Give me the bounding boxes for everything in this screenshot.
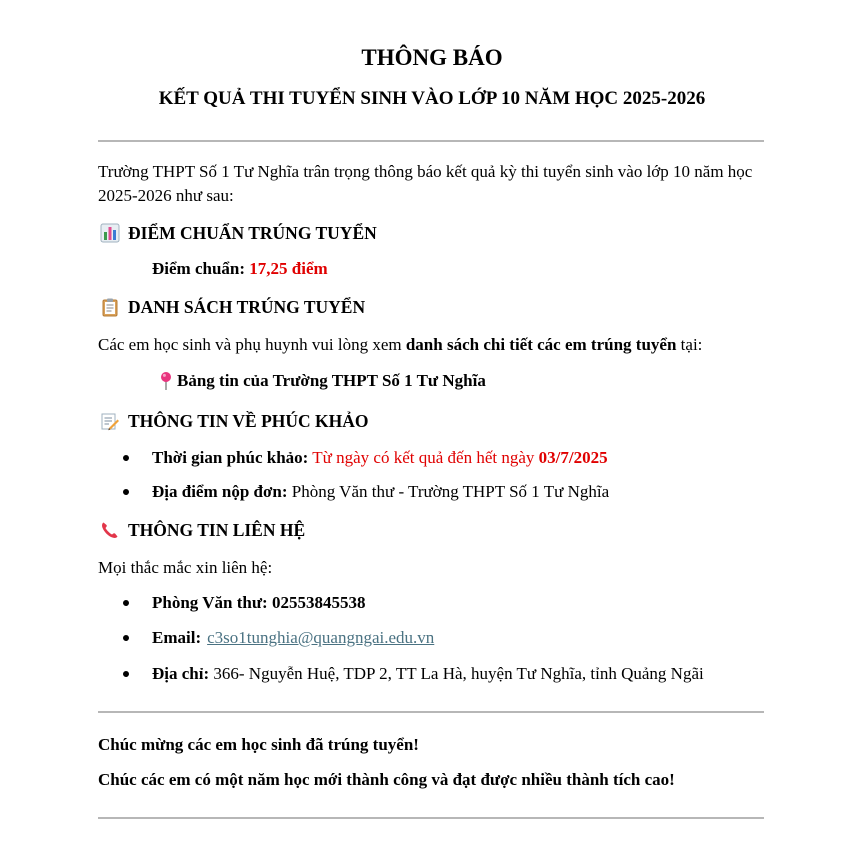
benchmark-score-line bbox=[152, 257, 328, 281]
bullet-dot bbox=[123, 489, 129, 495]
review-place-line bbox=[152, 480, 609, 504]
bullet-dot bbox=[123, 600, 129, 606]
pin-icon bbox=[157, 371, 175, 391]
divider-bottom bbox=[98, 817, 764, 819]
contact-office: Phòng Văn thư: 02553845538 bbox=[152, 593, 366, 612]
review-time-label: Thời gian phúc khảo: bbox=[152, 448, 309, 467]
closing-congratulations: Chúc mừng các em học sinh đã trúng tuyển! bbox=[98, 735, 419, 754]
admission-list-heading-text: DANH SÁCH TRÚNG TUYỂN bbox=[128, 297, 366, 317]
contact-intro: Mọi thắc mắc xin liên hệ: bbox=[98, 558, 273, 577]
closing-wishes: Chúc các em có một năm học mới thành công và đạt được nhiều thành tích cao! bbox=[98, 770, 675, 789]
contact-heading bbox=[100, 518, 305, 542]
contact-email-line bbox=[152, 626, 434, 650]
admission-list-location bbox=[157, 369, 486, 393]
bar-chart-icon bbox=[100, 223, 120, 243]
divider-middle bbox=[98, 711, 764, 713]
notice-subtitle: KẾT QUẢ THI TUYỂN SINH VÀO LỚP 10 NĂM HỌC 2025-2026 bbox=[158, 88, 706, 109]
contact-address-label: Địa chỉ: bbox=[152, 664, 210, 683]
review-time-text: Từ ngày có kết quả đến hết ngày bbox=[308, 448, 539, 467]
contact-address-line bbox=[152, 662, 704, 686]
admission-list-location-text: Bảng tin của Trường THPT Số 1 Tư Nghĩa bbox=[177, 371, 486, 390]
contact-address-value: 366- Nguyễn Huệ, TDP 2, TT La Hà, huyện Tư Nghĩa, tỉnh Quảng Ngãi bbox=[209, 664, 704, 683]
contact-email-link[interactable]: c3so1tunghia@quangngai.edu.vn bbox=[207, 628, 435, 647]
review-place-value: Phòng Văn thư - Trường THPT Số 1 Tư Nghĩa bbox=[287, 482, 610, 501]
admission-list-intro-bold: danh sách chi tiết các em trúng tuyển bbox=[405, 335, 677, 354]
phone-icon bbox=[100, 520, 120, 540]
memo-icon bbox=[100, 411, 120, 431]
intro-paragraph: Trường THPT Số 1 Tư Nghĩa trân trọng thông báo kết quả kỳ thi tuyển sinh vào lớp 10 năm học 2025-2026 như sau: bbox=[98, 162, 753, 205]
bullet-dot bbox=[123, 455, 129, 461]
admission-list-intro-start: Các em học sinh và phụ huynh vui lòng xem bbox=[98, 335, 406, 354]
contact-email-label: Email: bbox=[152, 628, 202, 647]
review-time-deadline: 03/7/2025 bbox=[538, 448, 608, 467]
benchmark-heading-text: ĐIỂM CHUẨN TRÚNG TUYỂN bbox=[128, 223, 377, 243]
review-heading bbox=[100, 409, 369, 433]
bullet-dot bbox=[123, 671, 129, 677]
admission-list-intro-end: tại: bbox=[676, 335, 703, 354]
divider-top bbox=[98, 140, 764, 142]
benchmark-label: Điểm chuẩn: bbox=[152, 259, 246, 278]
admission-list-intro bbox=[98, 333, 764, 357]
bullet-dot bbox=[123, 635, 129, 641]
contact-heading-text: THÔNG TIN LIÊN HỆ bbox=[128, 520, 306, 540]
benchmark-heading bbox=[100, 221, 377, 245]
review-heading-text: THÔNG TIN VỀ PHÚC KHẢO bbox=[128, 411, 369, 431]
review-place-label: Địa điểm nộp đơn: bbox=[152, 482, 288, 501]
clipboard-icon bbox=[100, 297, 120, 317]
benchmark-value: 17,25 điểm bbox=[249, 259, 328, 278]
admission-list-heading bbox=[100, 295, 365, 319]
review-time-line bbox=[152, 446, 608, 470]
notice-title: THÔNG BÁO bbox=[361, 45, 503, 70]
